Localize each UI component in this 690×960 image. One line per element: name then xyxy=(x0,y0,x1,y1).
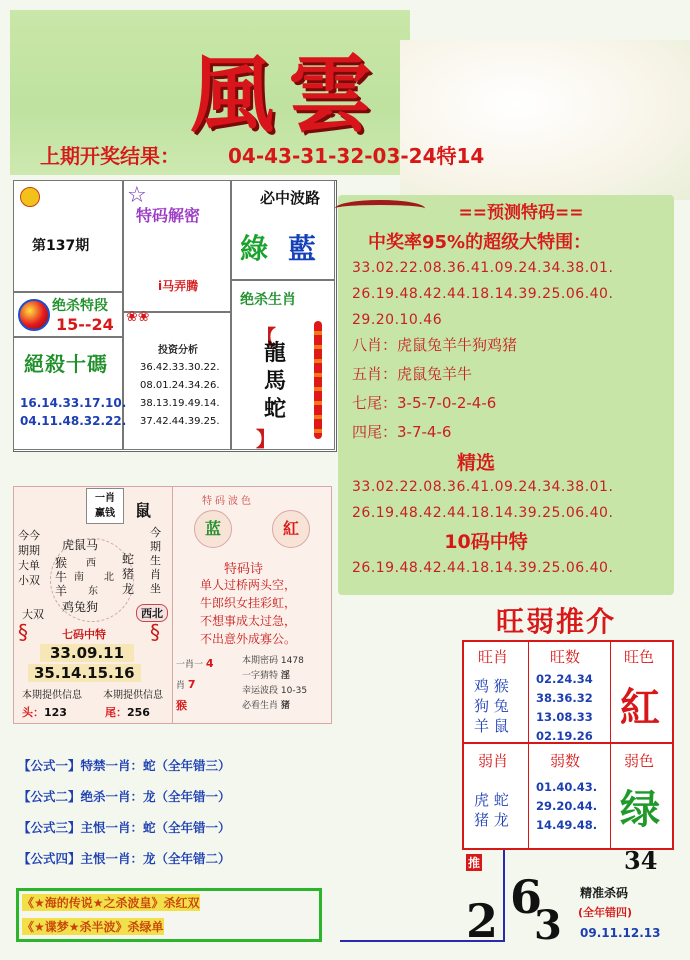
invest-line: 37.42.44.39.25. xyxy=(140,416,220,427)
jingzhun-title: 精准杀码 xyxy=(580,886,629,900)
ruo-zodiac-row: 猪 龙 xyxy=(474,811,509,829)
zodiac-west: 西 xyxy=(86,558,96,569)
issue-badge-icon xyxy=(20,187,40,207)
wangruo-vline1 xyxy=(528,640,529,850)
jingzhun-tag: 推 xyxy=(468,856,481,870)
header-title: 風雲 xyxy=(190,45,387,144)
wang-zodiac-row: 鸡 猴 xyxy=(474,677,509,695)
issue-number: 第137期 xyxy=(32,238,90,254)
wang-nums xyxy=(536,670,593,746)
poem-blue-label: 蓝 xyxy=(204,519,221,538)
tema-title: 特码解密 xyxy=(136,206,201,225)
jueshao-shima-lines xyxy=(20,394,126,430)
zodiac-ox: 牛 xyxy=(55,570,68,584)
tema-content: i马弄腾 xyxy=(158,279,199,293)
invest-line: 36.42.33.30.22. xyxy=(140,362,220,373)
zodiac-pig: 猪 xyxy=(122,567,135,581)
right-label: 生 xyxy=(150,554,161,567)
qiwei-row xyxy=(338,392,674,413)
header-glow xyxy=(400,40,690,200)
issue-cell xyxy=(13,180,123,292)
ruo-zodiac-row: 虎 蛇 xyxy=(474,791,509,809)
bracket-right: 】 xyxy=(256,427,276,451)
shima-row: 26.19.48.42.44.18.14.39.25.06.40. xyxy=(352,560,614,576)
shima-line: 04.11.48.32.22. xyxy=(20,414,127,428)
zodiac-snake: 蛇 xyxy=(122,552,135,566)
wuzhao-value: 虎鼠兔羊牛 xyxy=(397,365,473,383)
info-left-row: 一肖一 4 xyxy=(176,657,214,670)
predict-title: ==预测特码== xyxy=(458,203,584,223)
ruo-head-num: 弱数 xyxy=(550,752,581,770)
invest-cell xyxy=(123,309,231,450)
formula-item: 【公式二】绝杀一肖：龙（全年错一） xyxy=(18,789,231,804)
shengxiao-item: 蛇 xyxy=(264,396,287,422)
zodiac-row-bottom: 鸡兔狗 xyxy=(62,600,99,614)
zodiac-left-labels xyxy=(18,528,40,588)
info-left-row: 猴 xyxy=(176,699,187,712)
jueshao-duan-cell xyxy=(13,292,123,337)
wave-green: 綠 xyxy=(240,232,269,265)
wang-head-num: 旺数 xyxy=(550,648,581,666)
right-label: 期 xyxy=(150,540,161,553)
wang-zodiac-grid xyxy=(474,676,509,736)
jueshao-shengxiao-cell xyxy=(231,280,335,450)
poem-red-badge xyxy=(272,510,310,548)
provide-right: 本期提供信息 xyxy=(103,690,163,701)
qiwei-label: 七尾： xyxy=(352,394,398,412)
red-knot-icon: ❀❀ xyxy=(126,309,150,325)
wangruo-vline2 xyxy=(610,640,611,850)
wang-head-color: 旺色 xyxy=(624,648,655,666)
info-right-row: 必看生肖 猪 xyxy=(242,701,290,711)
poem-title: 特码诗 xyxy=(224,562,264,577)
shengxiao-item: 龍 xyxy=(264,340,287,366)
invest-title: 投资分析 xyxy=(158,345,198,356)
tou-value: 123 xyxy=(44,706,67,719)
formula-list xyxy=(18,750,338,874)
left-label: 大单 xyxy=(18,559,40,572)
jueshao-shima-cell xyxy=(13,337,127,450)
ruo-num-row: 29.20.44. xyxy=(536,799,598,813)
ruo-color: 绿 xyxy=(620,786,660,833)
bottom-left-line1: 《★海的传说★之杀波皇》杀红双 xyxy=(22,896,200,910)
jingxuan-title: 精选 xyxy=(456,452,495,474)
shengxiao-item: 馬 xyxy=(264,368,287,394)
bottom-left-line2: 《★谍梦★杀半波》杀绿单 xyxy=(22,920,164,934)
zodiac-south: 南 xyxy=(74,572,84,583)
info-right-row: 一字猜特 淫 xyxy=(242,671,290,681)
yixiao-value: 鼠 xyxy=(135,501,152,520)
left-label: 期期 xyxy=(18,544,40,557)
wuzhao-label: 五肖： xyxy=(352,365,398,383)
wang-head-zodiac: 旺肖 xyxy=(478,648,509,666)
jingzhun-value: 09.11.12.13 xyxy=(580,926,661,940)
jingzhun-subtitle: (全年错四) xyxy=(578,906,633,919)
poem-line: 不出意外成寡公。 xyxy=(200,632,297,646)
wave-cell xyxy=(231,180,335,280)
big-num-6: 6 xyxy=(510,870,543,924)
formula-item: 【公式四】主恨一肖：龙（全年错二） xyxy=(18,851,231,866)
poem-lines xyxy=(200,576,296,648)
ruo-head-color: 弱色 xyxy=(624,752,655,770)
wangruo-title: 旺弱推介 xyxy=(496,605,617,638)
zodiac-monkey: 猴 xyxy=(55,556,68,570)
jingxuan-row: 33.02.22.08.36.41.09.24.34.38.01. xyxy=(352,479,614,495)
predict-row: 29.20.10.46 xyxy=(352,312,443,328)
siwei-value: 3-7-4-6 xyxy=(397,423,452,441)
left-label: 今今 xyxy=(18,529,40,542)
zodiac-east: 东 xyxy=(88,586,98,597)
poem-header: 特码波色 xyxy=(202,496,254,507)
big-num-34: 34 xyxy=(624,846,658,875)
bazhao-label: 八肖： xyxy=(352,336,398,354)
poem-line: 牛郎织女挂彩虹， xyxy=(200,596,297,610)
daxiao-label: 大双 xyxy=(22,608,44,621)
wang-zodiac-row: 狗 兔 xyxy=(474,697,509,715)
zodiac-right-labels xyxy=(150,526,161,596)
wei-value: 256 xyxy=(127,706,150,719)
info-left-row: 肖 7 xyxy=(176,678,196,691)
wuzhao-row xyxy=(338,363,674,384)
siwei-row xyxy=(338,421,674,442)
shima-line: 16.14.33.17.10. xyxy=(20,396,127,410)
ruo-head-zodiac: 弱肖 xyxy=(478,752,509,770)
direction-badge: 西北 xyxy=(136,604,168,622)
tou-label: 头： xyxy=(22,706,44,719)
predict-row: 33.02.22.08.36.41.09.24.34.38.01. xyxy=(352,260,614,276)
zodiac-north: 北 xyxy=(104,572,114,583)
qima-line2: 35.14.15.16 xyxy=(28,664,141,682)
invest-lines xyxy=(140,359,220,431)
big-num-3: 3 xyxy=(534,902,562,949)
formula-item: 【公式一】特禁一肖：蛇（全年错三） xyxy=(18,758,231,773)
qima-title: 七码中特 xyxy=(62,628,106,641)
predict-content xyxy=(338,198,674,576)
jueshao-shengxiao-title: 绝杀生肖 xyxy=(240,292,296,308)
yin-yang-icon xyxy=(18,299,50,331)
wang-num-row: 02.24.34 xyxy=(536,672,593,686)
provide-left: 本期提供信息 xyxy=(22,690,82,701)
right-label: 今 xyxy=(150,526,161,539)
tema-cell xyxy=(123,180,231,312)
qiwei-value: 3-5-7-0-2-4-6 xyxy=(397,394,497,412)
jueshao-shengxiao-values xyxy=(264,339,286,423)
info-right-row: 幸运波段 10-35 xyxy=(242,686,308,696)
qima-line1: 33.09.11 xyxy=(40,644,134,662)
bazhao-row xyxy=(338,334,674,355)
red-tassel-icon xyxy=(314,321,322,439)
seahorse-right-icon: § xyxy=(150,620,160,644)
wang-num-row: 38.36.32 xyxy=(536,691,593,705)
bazhao-value: 虎鼠兔羊牛狗鸡猪 xyxy=(397,336,518,354)
invest-line: 08.01.24.34.26. xyxy=(140,380,220,391)
ruo-num-row: 14.49.48. xyxy=(536,818,598,832)
star-icon: ☆ xyxy=(127,183,147,208)
wang-num-row: 02.19.26 xyxy=(536,729,593,743)
poem-blue-badge xyxy=(194,510,232,548)
zodiac-sheep: 羊 xyxy=(55,584,68,598)
right-label: 肖 xyxy=(150,568,161,581)
info-right-row: 本期密码 1478 xyxy=(242,656,304,666)
bracket-left: 【 xyxy=(256,325,276,349)
ruo-nums xyxy=(536,778,597,835)
formula-item: 【公式三】主恨一肖：蛇（全年错一） xyxy=(18,820,231,835)
wei-row xyxy=(105,704,150,720)
poem-line: 不想事成太过急， xyxy=(200,614,297,628)
invest-line: 38.13.19.49.14. xyxy=(140,398,220,409)
shima-title: 10码中特 xyxy=(444,531,528,553)
jueshao-duan-value: 15--24 xyxy=(56,315,114,334)
big-num-2: 2 xyxy=(466,894,499,948)
siwei-label: 四尾： xyxy=(352,423,398,441)
last-result-value: 04-43-31-32-03-24特14 xyxy=(228,144,485,168)
wave-title: 必中波路 xyxy=(260,189,321,207)
poem-info-left xyxy=(176,654,240,717)
last-result-label: 上期开奖结果： xyxy=(40,144,180,168)
seahorse-left-icon: § xyxy=(18,620,28,644)
predict-row: 26.19.48.42.44.18.14.39.25.06.40. xyxy=(352,286,614,302)
poem-red-label: 紅 xyxy=(282,519,299,538)
wang-zodiac-row: 羊 鼠 xyxy=(474,717,509,735)
poem-info-right xyxy=(242,654,307,714)
ruo-num-row: 01.40.43. xyxy=(536,780,598,794)
right-label: 坐 xyxy=(150,582,161,595)
tou-row xyxy=(22,704,67,720)
wang-color: 紅 xyxy=(620,684,660,731)
wave-blue: 藍 xyxy=(288,232,317,265)
predict-subtitle: 中奖率95%的超级大特围： xyxy=(368,232,592,253)
jingxuan-row: 26.19.48.42.44.18.14.39.25.06.40. xyxy=(352,505,614,521)
jueshao-duan-title: 绝杀特段 xyxy=(52,298,108,314)
yixiao-box xyxy=(86,488,124,524)
left-label: 小双 xyxy=(18,574,40,587)
wang-num-row: 13.08.33 xyxy=(536,710,593,724)
poem-line: 单人过桥两头空， xyxy=(200,578,297,592)
zodiac-row1: 虎鼠马 xyxy=(62,538,99,552)
yixiao-title: 一肖 赢钱 xyxy=(95,493,115,519)
ruo-zodiac-grid xyxy=(474,790,509,830)
zodiac-dragon: 龙 xyxy=(122,582,135,596)
wei-label: 尾： xyxy=(105,706,127,719)
jueshao-shima-title: 絕殺十碼 xyxy=(24,352,108,376)
